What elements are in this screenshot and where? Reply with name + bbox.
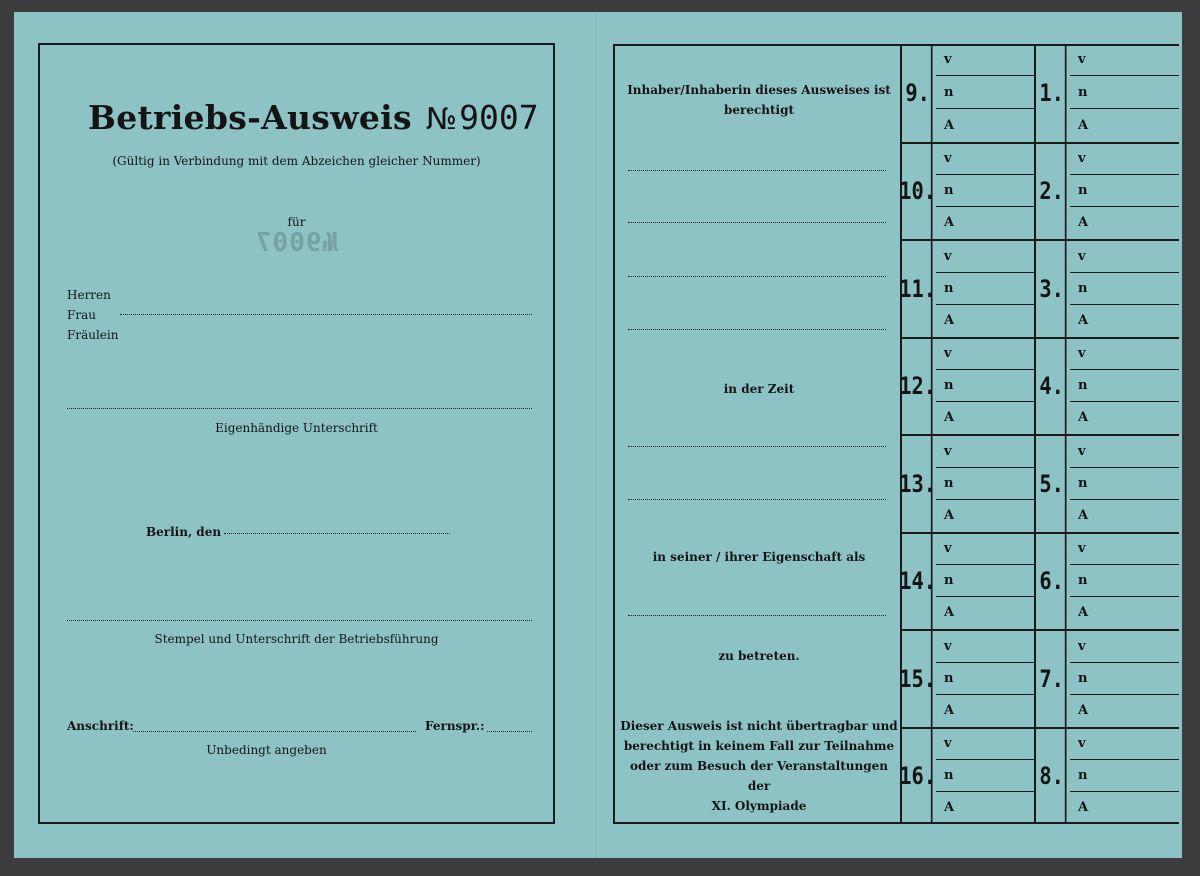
entry-cell-v[interactable]: v [936, 241, 1034, 273]
entry-cell-n[interactable]: n [1070, 663, 1179, 695]
pass-number: 9007 [459, 98, 539, 137]
entry-cell-v[interactable]: v [1070, 241, 1179, 273]
name-line[interactable] [120, 314, 532, 315]
entry-cell-n[interactable]: n [1070, 760, 1179, 792]
entry-cell-a[interactable]: A [1078, 117, 1089, 133]
signature-caption: Eigenhändige Unterschrift [215, 421, 378, 435]
document-title [88, 98, 539, 137]
entry-cell-n[interactable]: n [936, 273, 1034, 305]
entry-cell-a[interactable]: A [1078, 702, 1089, 718]
entry-cell-n[interactable]: n [1070, 273, 1179, 305]
block-number: 14. [904, 534, 932, 630]
block-number: 4. [1038, 339, 1066, 435]
holder-line-1[interactable] [628, 170, 886, 171]
salutation-list [67, 285, 118, 345]
berlin-label: Berlin, den [146, 525, 222, 539]
entry-cell-v[interactable]: v [936, 631, 1034, 663]
block-number: 6. [1038, 534, 1066, 630]
grid-column-9-16 [900, 44, 1034, 824]
block-number: 13. [904, 436, 932, 532]
holder-line-3[interactable] [628, 276, 886, 277]
entry-cell-a[interactable]: A [944, 605, 955, 621]
entry-cell-n[interactable]: n [936, 76, 1034, 108]
grid-block [1036, 142, 1179, 240]
stamped-number: №9007 [254, 228, 339, 258]
grid-block [1036, 44, 1179, 142]
address-label: Anschrift: [67, 719, 134, 733]
entry-cell-v[interactable]: v [1070, 44, 1179, 76]
block-number: 11. [904, 241, 932, 337]
block-number: 10. [904, 144, 932, 240]
entry-cell-v[interactable]: v [1070, 144, 1179, 176]
block-number: 15. [904, 631, 932, 727]
entry-cell-v[interactable]: v [1070, 534, 1179, 566]
entry-cell-n[interactable]: n [936, 468, 1034, 500]
phone-line[interactable] [487, 731, 532, 732]
entry-cell-a[interactable]: A [1078, 605, 1089, 621]
block-number: 9. [904, 44, 932, 142]
period-line-1[interactable] [628, 446, 886, 447]
stamp-line[interactable] [67, 620, 532, 621]
salutation-herren: Herren [67, 288, 111, 302]
notice-line-4: XI. Olympiade [711, 799, 807, 813]
entry-cell-a[interactable]: A [1078, 215, 1089, 231]
entry-cell-a[interactable]: A [1078, 312, 1089, 328]
block-number: 5. [1038, 436, 1066, 532]
entry-cell-n[interactable]: n [936, 175, 1034, 207]
entry-cell-a[interactable]: A [944, 312, 955, 328]
entry-cell-n[interactable]: n [1070, 76, 1179, 108]
entry-cell-v[interactable]: v [936, 144, 1034, 176]
entry-cell-a[interactable]: A [1078, 410, 1089, 426]
grid-block [899, 532, 1034, 630]
block-number: 16. [904, 729, 932, 825]
notice-line-1: Dieser Ausweis ist nicht übertragbar und [620, 719, 898, 733]
entry-cell-v[interactable]: v [1070, 339, 1179, 371]
entry-cell-a[interactable]: A [944, 410, 955, 426]
grid-block [1036, 337, 1179, 435]
entry-cell-n[interactable]: n [1070, 175, 1179, 207]
entry-cell-a[interactable]: A [944, 215, 955, 231]
grid-block [899, 727, 1034, 825]
block-number: 2. [1038, 144, 1066, 240]
holder-line-2[interactable] [628, 222, 886, 223]
fuer-label: für [287, 215, 306, 229]
grid-block [899, 337, 1034, 435]
holder-text-line-1: Inhaber/Inhaberin dieses Ausweises ist [627, 83, 891, 97]
entry-cell-v[interactable]: v [1070, 729, 1179, 761]
entry-cell-n[interactable]: n [936, 370, 1034, 402]
entry-cell-v[interactable]: v [936, 436, 1034, 468]
date-line[interactable] [224, 533, 450, 534]
stamp-caption: Stempel und Unterschrift der Betriebsführung [154, 632, 439, 646]
grid-block [1036, 434, 1179, 532]
block-number: 12. [904, 339, 932, 435]
notice-line-2: berechtigt in keinem Fall zur Teilnahme [623, 739, 895, 753]
entry-cell-n[interactable]: n [936, 565, 1034, 597]
holder-text [618, 80, 900, 120]
entry-cell-v[interactable]: v [936, 44, 1034, 76]
grid-column-1-8 [1034, 44, 1179, 824]
entry-cell-a[interactable]: A [1078, 507, 1089, 523]
title-text: Betriebs-Ausweis [88, 98, 412, 137]
address-note: Unbedingt angeben [206, 743, 327, 757]
grid-block [899, 239, 1034, 337]
entry-cell-n[interactable]: n [936, 760, 1034, 792]
salutation-frau: Frau [67, 308, 96, 322]
entry-cell-a[interactable]: A [1078, 800, 1089, 816]
entry-cell-n[interactable]: n [1070, 468, 1179, 500]
signature-line[interactable] [67, 408, 532, 409]
entry-cell-n[interactable]: n [1070, 565, 1179, 597]
entry-cell-v[interactable]: v [936, 534, 1034, 566]
entry-cell-n[interactable]: n [936, 663, 1034, 695]
block-number: 7. [1038, 631, 1066, 727]
entry-cell-a[interactable]: A [944, 800, 955, 816]
period-line-2[interactable] [628, 499, 886, 500]
entry-cell-v[interactable]: v [936, 339, 1034, 371]
holder-line-4[interactable] [628, 329, 886, 330]
restriction-notice [618, 716, 900, 816]
grid-block [899, 629, 1034, 727]
grid-block [1036, 727, 1179, 825]
notice-line-3: oder zum Besuch der Veranstaltungen der [630, 759, 888, 793]
number-sign: № [425, 102, 458, 137]
salutation-fraeulein: Fräulein [67, 328, 119, 342]
grid-block [899, 142, 1034, 240]
capacity-label: in seiner / ihrer Eigenschaft als [652, 550, 866, 564]
entry-cell-v[interactable]: v [1070, 631, 1179, 663]
phone-label: Fernspr.: [425, 719, 485, 733]
capacity-line[interactable] [628, 615, 886, 616]
address-line[interactable] [133, 731, 416, 732]
holder-text-line-2: berechtigt [723, 103, 795, 117]
grid-block [902, 44, 1034, 142]
enter-label: zu betreten. [718, 649, 800, 663]
entry-cell-a[interactable]: A [944, 117, 955, 133]
left-panel [38, 43, 555, 824]
grid-block [1036, 532, 1179, 630]
entry-cell-a[interactable]: A [944, 507, 955, 523]
entry-cell-v[interactable]: v [936, 729, 1034, 761]
block-number: 1. [1038, 44, 1066, 142]
grid-block [1036, 629, 1179, 727]
grid-block [1036, 239, 1179, 337]
entry-cell-n[interactable]: n [1070, 370, 1179, 402]
block-number: 8. [1038, 729, 1066, 825]
block-number: 3. [1038, 241, 1066, 337]
entry-cell-a[interactable]: A [944, 702, 955, 718]
fold-crease [596, 12, 598, 858]
entry-cell-v[interactable]: v [1070, 436, 1179, 468]
grid-block [899, 434, 1034, 532]
validity-note: (Gültig in Verbindung mit dem Abzeichen gleicher Nummer) [112, 154, 481, 168]
period-label: in der Zeit [723, 382, 795, 396]
